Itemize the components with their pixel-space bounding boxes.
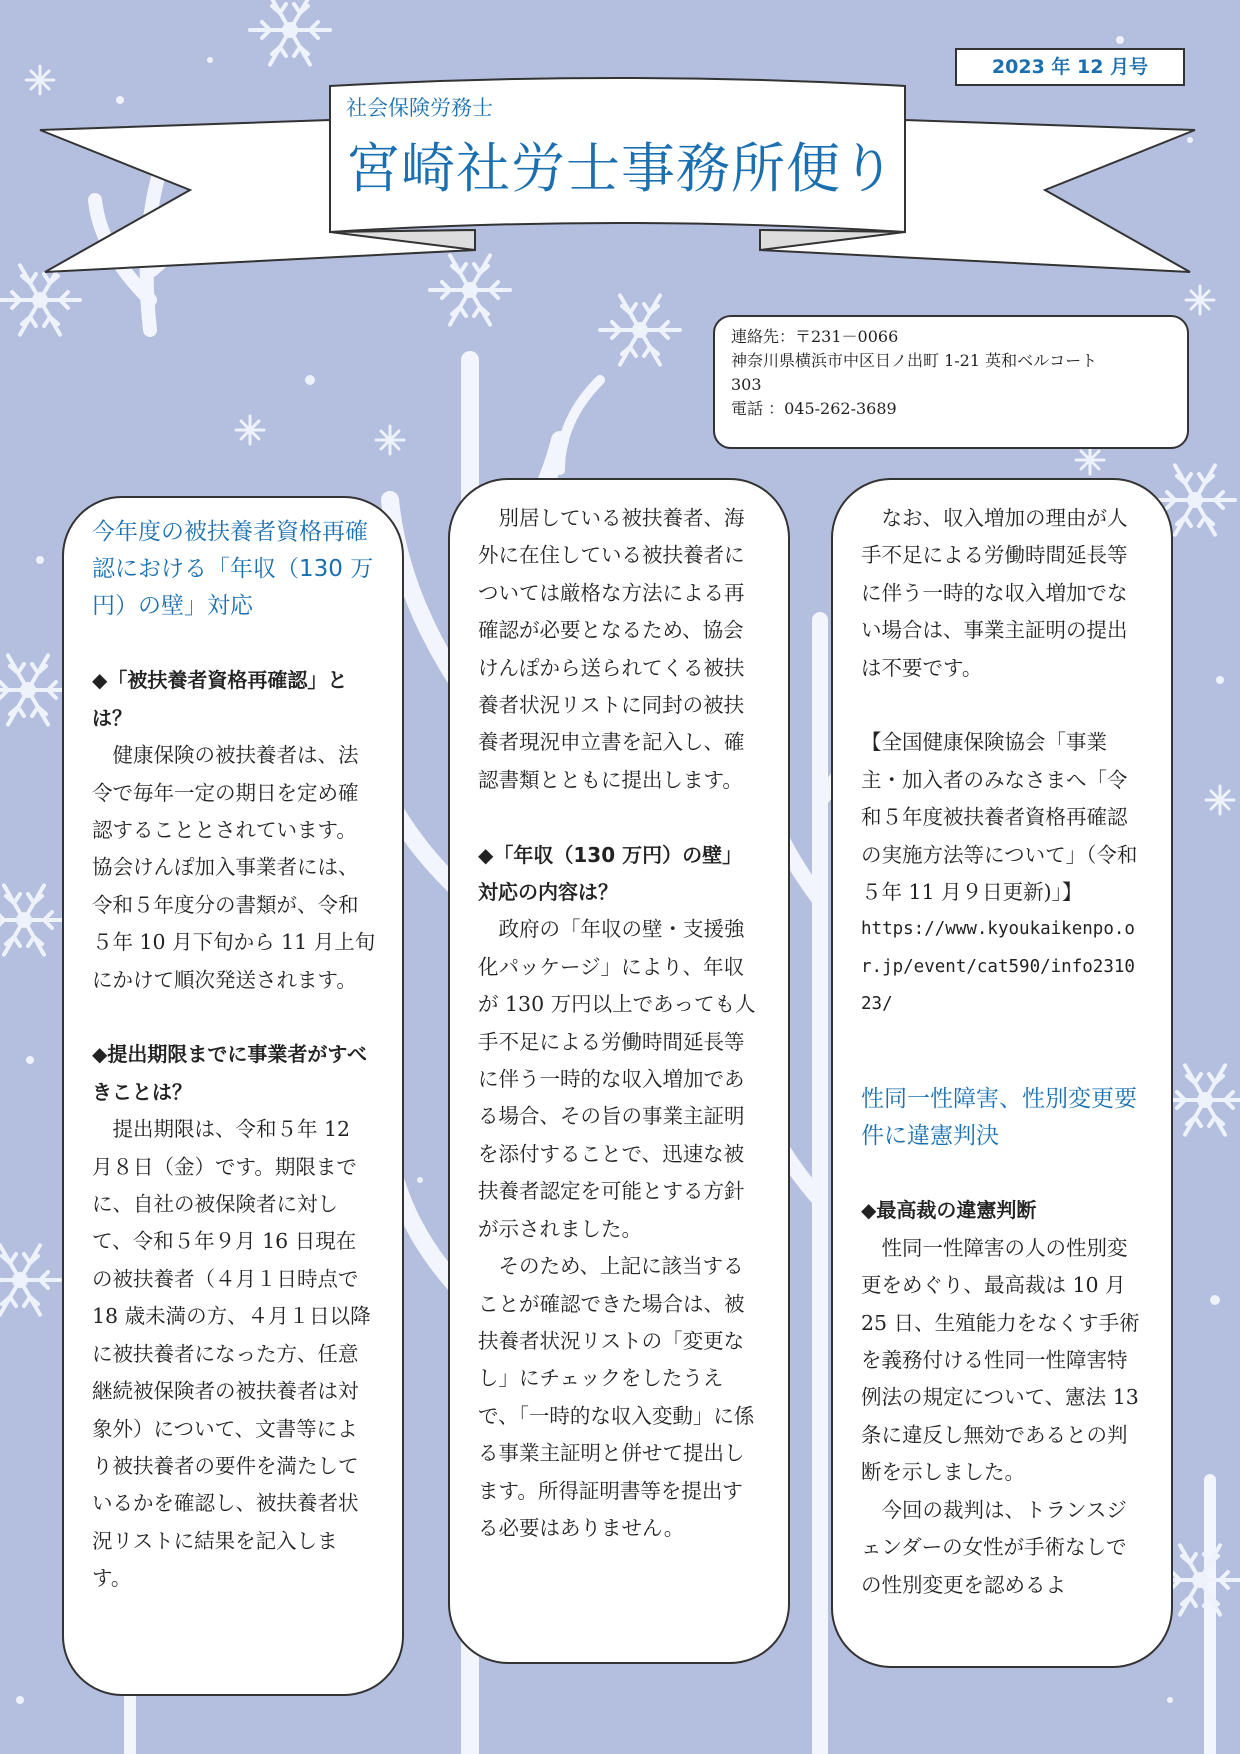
section-heading-reconfirmation: ◆「被扶養者資格再確認」とは？: [92, 668, 348, 730]
column-2: [448, 478, 790, 1664]
paragraph: なお、収入増加の理由が人手不足による労働時間延長等に伴う一時的な収入増加でない場合は、事業主証明の提出は不要です。: [861, 506, 1128, 680]
section-heading-deadline: ◆提出期限までに事業者がすべきことは？: [92, 1042, 367, 1104]
paragraph: 性同一性障害の人の性別変更をめぐり、最高裁は 10 月 25 日、生殖能力をなくす手術を義務付ける性同一性障害特例法の規定について、憲法 13 条に違反し無効であるとの判断を示しました。: [861, 1235, 1140, 1485]
contact-address: 神奈川県横浜市中区日ノ出町 1-21 英和ベルコート: [731, 351, 1098, 370]
article-heading-dependents: 今年度の被扶養者資格再確認における「年収（130 万円）の壁」対応: [92, 519, 374, 619]
issue-date: 2023 年 12 月号: [955, 48, 1185, 86]
banner-kicker: 社会保険労務士: [346, 96, 493, 120]
column-3: [831, 478, 1173, 1668]
paragraph: そのため、上記に該当することが確認できた場合は、被扶養者状況リストの「変更なし」にチェックをしたうえで、「一時的な収入変動」に係る事業主証明と併せて提出します。所得証明書等を提出する必要はありません。: [478, 1254, 755, 1540]
section-heading-supreme-court: ◆最高裁の違憲判断: [861, 1198, 1037, 1223]
contact-phone: 電話 ：045-262-3689: [731, 399, 897, 418]
reference-citation: 【全国健康保険協会「事業主・加入者のみなさまへ「令和５年度被扶養者資格再確認の実施方法等について」（令和５年 11 月９日更新)」】: [861, 730, 1138, 905]
paragraph: 健康保険の被扶養者は、法令で毎年一定の期日を定め確認することとされています。協会けんぽ加入事業者には、令和５年度分の書類が、令和５年 10 月下旬から 11 月上旬にかけて順次発送されます。: [92, 743, 376, 992]
paragraph: 今回の裁判は、トランスジェンダーの女性が手術なしでの性別変更を認めるよ: [861, 1497, 1127, 1597]
column-1: [62, 496, 404, 1696]
newsletter-title: 宮崎社労士事務所便り: [346, 137, 896, 200]
contact-postal: 連絡先：〒231－0066: [731, 327, 899, 346]
contact-box: [713, 315, 1189, 449]
reference-url[interactable]: https://www.kyoukaikenpo.or.jp/event/cat590/info231023/: [861, 919, 1135, 1015]
section-heading-income-wall: ◆「年収（130 万円）の壁」対応の内容は？: [478, 842, 743, 905]
contact-address-room: 303: [731, 375, 762, 394]
paragraph: 別居している被扶養者、海外に在住している被扶養者については厳格な方法による再確認が必要となるため、協会けんぽから送られてくる被扶養者状況リストに同封の被扶養者現況申立書を記入し、確認書類とともに提出します。: [478, 506, 745, 792]
paragraph: 政府の「年収の壁・支援強化パッケージ」により、年収が 130 万円以上であっても人手不足による労働時間延長等に伴う一時的な収入増加である場合、その旨の事業主証明を添付することで、迅速な被扶養者認定を可能とする方針が示されました。: [478, 917, 756, 1241]
article-heading-gender: 性同一性障害、性別変更要件に違憲判決: [861, 1086, 1137, 1150]
paragraph: 提出期限は、令和５年 12 月８日（金）です。期限までに、自社の被保険者に対して、令和５年９月 16 日現在の被扶養者（４月１日時点で 18 歳未満の方、４月１日以降に被扶養者になった方、任意継続被保険者の被扶養者は対象外）について、文書等により被扶養者の要件を満たしているかを確認し、被扶養者状況リストに結果を記入します。: [92, 1117, 371, 1591]
